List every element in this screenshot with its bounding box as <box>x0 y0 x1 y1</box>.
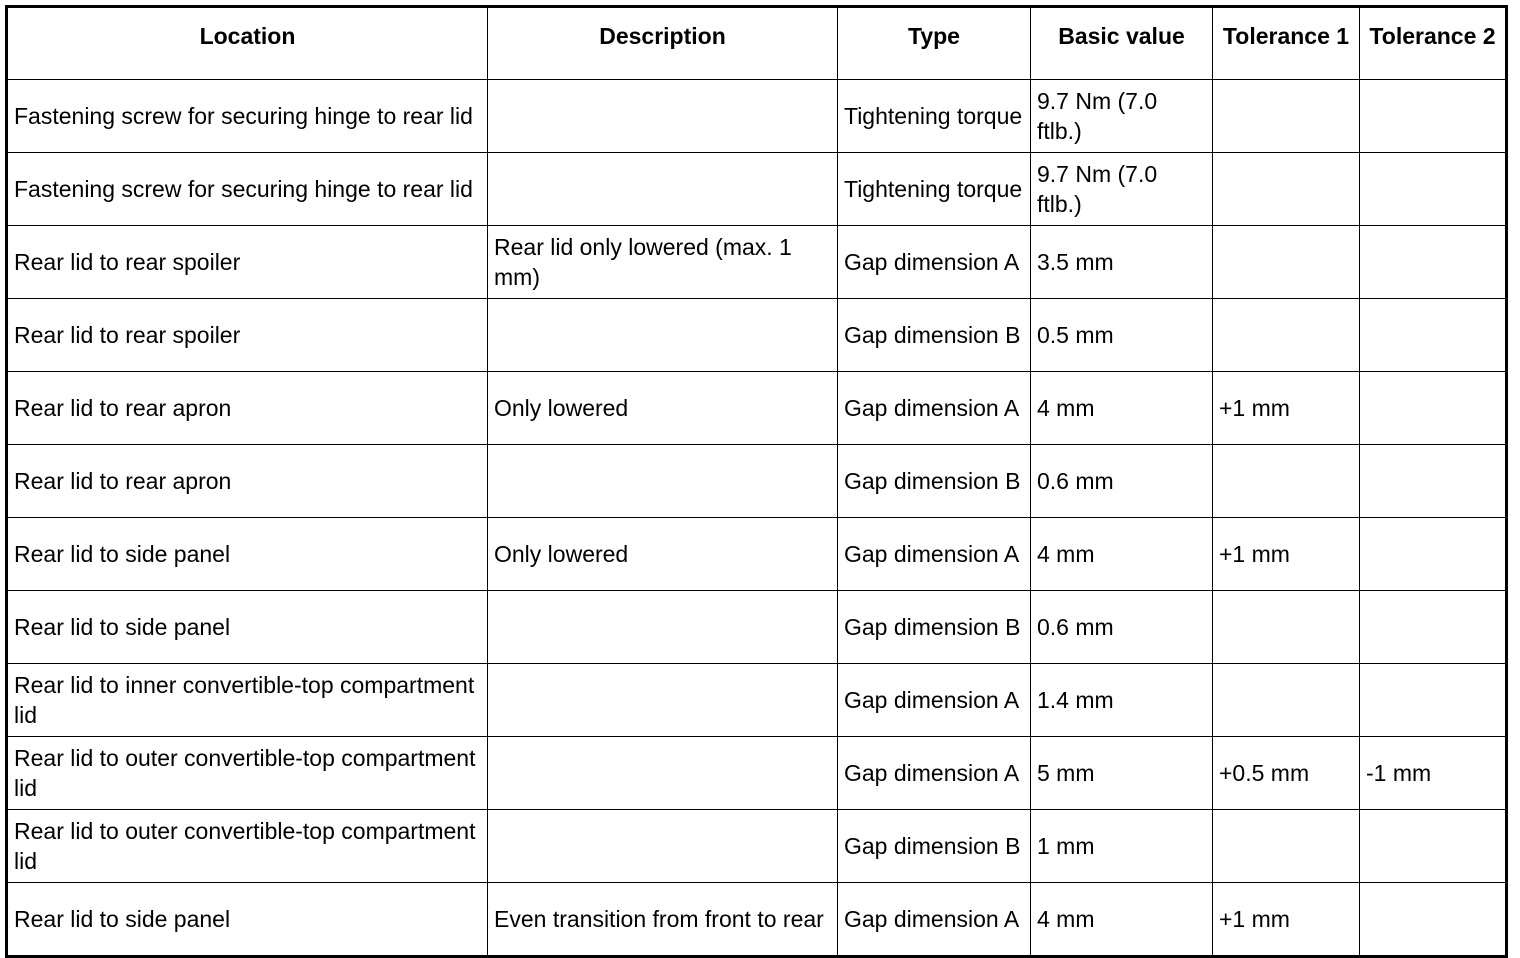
table-row <box>7 737 1507 810</box>
location-cell-text: Rear lid to side panel <box>14 614 231 640</box>
description-cell <box>488 810 838 883</box>
type-cell-text: Gap dimension A <box>844 906 1020 932</box>
location-cell <box>7 883 488 957</box>
basic-value-cell-text: 0.6 mm <box>1037 468 1114 494</box>
type-cell <box>838 591 1031 664</box>
tolerance-1-cell-text: +1 mm <box>1219 395 1290 421</box>
location-cell <box>7 810 488 883</box>
tolerance-1-cell <box>1213 153 1360 226</box>
basic-value-cell <box>1031 299 1213 372</box>
tolerance-1-cell <box>1213 226 1360 299</box>
location-cell <box>7 226 488 299</box>
description-cell <box>488 153 838 226</box>
table-row <box>7 153 1507 226</box>
type-cell <box>838 518 1031 591</box>
description-cell <box>488 737 838 810</box>
table-row <box>7 445 1507 518</box>
type-cell <box>838 372 1031 445</box>
basic-value-cell-text: 9.7 Nm (7.0 ftlb.) <box>1037 88 1164 144</box>
tolerance-2-cell <box>1360 445 1507 518</box>
description-cell-text: Rear lid only lowered (max. 1 mm) <box>494 234 799 290</box>
type-cell <box>838 299 1031 372</box>
tolerance-1-cell <box>1213 80 1360 153</box>
table-row <box>7 372 1507 445</box>
description-cell <box>488 664 838 737</box>
type-cell-text: Tightening torque <box>844 103 1023 129</box>
type-cell <box>838 664 1031 737</box>
location-cell <box>7 299 488 372</box>
tolerance-2-cell <box>1360 153 1507 226</box>
type-cell-text: Gap dimension A <box>844 249 1020 275</box>
basic-value-cell-text: 0.6 mm <box>1037 614 1114 640</box>
tolerance-1-cell <box>1213 591 1360 664</box>
description-cell <box>488 299 838 372</box>
location-cell-text: Rear lid to inner convertible-top compartment lid <box>14 672 481 728</box>
column-header-description: Description <box>488 7 838 80</box>
basic-value-cell-text: 4 mm <box>1037 395 1095 421</box>
location-cell <box>7 153 488 226</box>
basic-value-cell-text: 4 mm <box>1037 906 1095 932</box>
header-row <box>7 7 1507 80</box>
basic-value-cell <box>1031 518 1213 591</box>
tolerance-1-cell-text: +0.5 mm <box>1219 760 1310 786</box>
location-cell-text: Rear lid to rear spoiler <box>14 322 241 348</box>
basic-value-cell-text: 1 mm <box>1037 833 1095 859</box>
type-cell-text: Gap dimension A <box>844 541 1020 567</box>
table-row <box>7 518 1507 591</box>
column-header-location: Location <box>7 7 488 80</box>
location-cell <box>7 737 488 810</box>
basic-value-cell <box>1031 664 1213 737</box>
tolerance-2-cell <box>1360 737 1507 810</box>
table-row <box>7 591 1507 664</box>
location-cell-text: Fastening screw for securing hinge to rear lid <box>14 176 473 202</box>
description-cell <box>488 372 838 445</box>
type-cell <box>838 153 1031 226</box>
tolerance-1-cell <box>1213 372 1360 445</box>
description-cell <box>488 883 838 957</box>
type-cell <box>838 883 1031 957</box>
table-row <box>7 226 1507 299</box>
location-cell <box>7 664 488 737</box>
tolerance-2-cell <box>1360 883 1507 957</box>
location-cell-text: Fastening screw for securing hinge to rear lid <box>14 103 473 129</box>
basic-value-cell-text: 3.5 mm <box>1037 249 1114 275</box>
tolerance-2-cell <box>1360 810 1507 883</box>
type-cell-text: Gap dimension B <box>844 322 1021 348</box>
type-cell <box>838 445 1031 518</box>
type-cell <box>838 810 1031 883</box>
description-cell-text: Even transition from front to rear <box>494 906 824 932</box>
tolerance-1-cell-text: +1 mm <box>1219 906 1290 932</box>
tolerance-1-cell <box>1213 810 1360 883</box>
description-cell <box>488 445 838 518</box>
table-header <box>7 7 1507 80</box>
tolerance-2-cell <box>1360 226 1507 299</box>
tolerance-1-cell <box>1213 299 1360 372</box>
basic-value-cell <box>1031 445 1213 518</box>
basic-value-cell-text: 0.5 mm <box>1037 322 1114 348</box>
basic-value-cell-text: 4 mm <box>1037 541 1095 567</box>
basic-value-cell <box>1031 883 1213 957</box>
description-cell <box>488 591 838 664</box>
type-cell-text: Gap dimension A <box>844 395 1020 421</box>
basic-value-cell <box>1031 226 1213 299</box>
tolerance-1-cell <box>1213 445 1360 518</box>
basic-value-cell <box>1031 372 1213 445</box>
type-cell <box>838 737 1031 810</box>
location-cell <box>7 445 488 518</box>
basic-value-cell <box>1031 737 1213 810</box>
basic-value-cell-text: 9.7 Nm (7.0 ftlb.) <box>1037 161 1164 217</box>
description-cell <box>488 518 838 591</box>
location-cell <box>7 80 488 153</box>
table-body <box>7 80 1507 957</box>
location-cell <box>7 372 488 445</box>
table-row <box>7 883 1507 957</box>
tolerance-1-cell <box>1213 664 1360 737</box>
basic-value-cell-text: 1.4 mm <box>1037 687 1114 713</box>
basic-value-cell <box>1031 153 1213 226</box>
tolerance-2-cell <box>1360 664 1507 737</box>
table-row <box>7 810 1507 883</box>
column-header-tolerance-2: Tolerance 2 <box>1360 7 1507 80</box>
column-header-tolerance-1: Tolerance 1 <box>1213 7 1360 80</box>
type-cell-text: Gap dimension A <box>844 760 1020 786</box>
description-cell <box>488 226 838 299</box>
type-cell-text: Gap dimension B <box>844 468 1021 494</box>
location-cell-text: Rear lid to outer convertible-top compartment lid <box>14 745 482 801</box>
type-cell <box>838 226 1031 299</box>
tolerance-1-cell <box>1213 883 1360 957</box>
type-cell-text: Gap dimension B <box>844 833 1021 859</box>
description-cell <box>488 80 838 153</box>
description-cell-text: Only lowered <box>494 395 629 421</box>
location-cell-text: Rear lid to rear spoiler <box>14 249 241 275</box>
tolerance-2-cell <box>1360 518 1507 591</box>
column-header-basic-value: Basic value <box>1031 7 1213 80</box>
tolerance-2-cell <box>1360 372 1507 445</box>
basic-value-cell <box>1031 591 1213 664</box>
column-header-type: Type <box>838 7 1031 80</box>
location-cell-text: Rear lid to outer convertible-top compartment lid <box>14 818 482 874</box>
tolerance-2-cell-text: -1 mm <box>1366 760 1432 786</box>
basic-value-cell <box>1031 80 1213 153</box>
location-cell-text: Rear lid to side panel <box>14 906 231 932</box>
location-cell-text: Rear lid to side panel <box>14 541 231 567</box>
tolerance-2-cell <box>1360 591 1507 664</box>
specification-table <box>5 5 1508 958</box>
table-row <box>7 299 1507 372</box>
tolerance-1-cell-text: +1 mm <box>1219 541 1290 567</box>
tolerance-2-cell <box>1360 80 1507 153</box>
location-cell-text: Rear lid to rear apron <box>14 395 232 421</box>
location-cell-text: Rear lid to rear apron <box>14 468 232 494</box>
tolerance-1-cell <box>1213 518 1360 591</box>
type-cell-text: Tightening torque <box>844 176 1023 202</box>
tolerance-2-cell <box>1360 299 1507 372</box>
tolerance-1-cell <box>1213 737 1360 810</box>
basic-value-cell <box>1031 810 1213 883</box>
table-row <box>7 664 1507 737</box>
table-row <box>7 80 1507 153</box>
type-cell-text: Gap dimension A <box>844 687 1020 713</box>
basic-value-cell-text: 5 mm <box>1037 760 1095 786</box>
location-cell <box>7 591 488 664</box>
type-cell-text: Gap dimension B <box>844 614 1021 640</box>
type-cell <box>838 80 1031 153</box>
location-cell <box>7 518 488 591</box>
description-cell-text: Only lowered <box>494 541 629 567</box>
